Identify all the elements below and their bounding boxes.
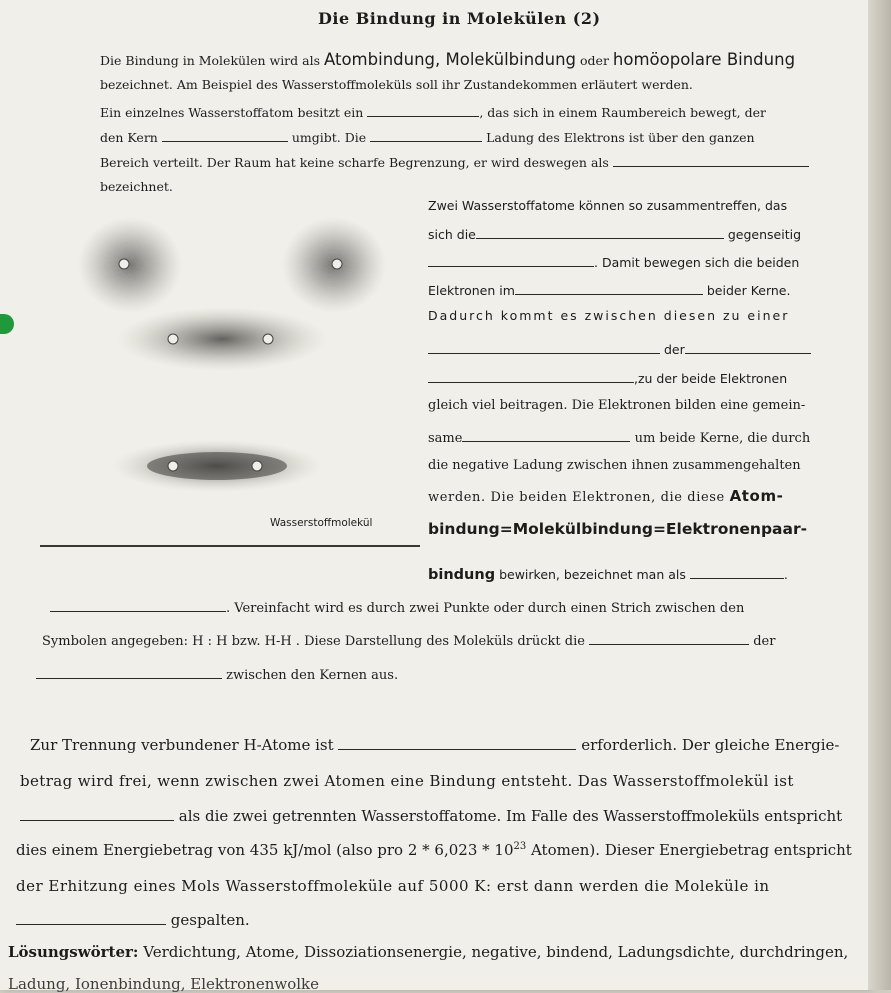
blank-14[interactable] — [589, 630, 749, 645]
page-title: Die Bindung in Molekülen (2) — [318, 9, 601, 28]
right-term: bindung — [428, 567, 496, 583]
para1-line-1 — [100, 102, 766, 120]
page-edge-shadow — [868, 0, 891, 990]
blank-11[interactable] — [462, 427, 630, 442]
blank-3[interactable] — [370, 127, 482, 142]
right-text: . — [783, 567, 788, 582]
para2-text: zwischen den Kernen aus. — [226, 668, 399, 683]
figure-divider — [40, 545, 420, 547]
para1-text: umgibt. Die — [291, 130, 367, 145]
para3-text: erforderlich. Der gleiche Energie- — [581, 736, 840, 754]
para3-text: gespalten. — [170, 911, 250, 929]
para3-line-1 — [30, 735, 840, 754]
intro-line-2: bezeichnet. Am Beispiel des Wasserstoffmoleküls soll ihr Zustandekommen erläutert werden. — [100, 77, 693, 92]
nucleus-icon — [332, 259, 342, 269]
blank-5[interactable] — [476, 224, 724, 239]
hydrogen-molecule-figure — [52, 213, 412, 543]
para3-line-3 — [20, 806, 842, 825]
para3-text: Atomen). Dieser Energiebetrag entspricht — [526, 841, 852, 859]
para1-line-4: bezeichnet. — [100, 179, 173, 194]
blank-1[interactable] — [367, 102, 479, 117]
para2-line-3 — [36, 664, 398, 683]
solution-words: Verdichtung, Atome, Dissoziationsenergie, negative, bindend, Ladungsdichte, durchdringen, — [143, 943, 849, 961]
para2-text: der — [753, 634, 776, 649]
nucleus-icon — [119, 259, 129, 269]
right-line-11 — [428, 487, 784, 505]
blank-9[interactable] — [685, 339, 811, 354]
right-text: same — [428, 431, 463, 446]
exponent: 23 — [513, 841, 527, 852]
para1-text: Ein einzelnes Wasserstoffatom besitzt ein — [100, 105, 364, 120]
para2-text: . Vereinfacht wird es durch zwei Punkte oder durch einen Strich zwischen den — [226, 601, 745, 616]
para1-line-3 — [100, 152, 809, 170]
figure-caption: Wasserstoffmolekül — [270, 517, 373, 529]
para1-line-2 — [100, 127, 755, 145]
blank-16[interactable] — [338, 735, 576, 750]
para1-text: Ladung des Elektrons ist über den ganzen — [486, 130, 755, 145]
nucleus-icon — [263, 334, 273, 344]
para3-line-6 — [16, 910, 250, 929]
blank-15[interactable] — [36, 664, 222, 679]
para1-text: den Kern — [100, 130, 158, 145]
right-text: sich die — [428, 227, 476, 242]
right-line-3 — [428, 252, 799, 270]
right-line-4 — [428, 280, 790, 298]
blank-4[interactable] — [613, 152, 809, 167]
nucleus-icon — [168, 461, 178, 471]
right-line-1: Zwei Wasserstoffatome können so zusammentreffen, das — [428, 198, 788, 213]
right-text: Elektronen im — [428, 283, 515, 298]
blank-8[interactable] — [428, 339, 660, 354]
solution-label: Lösungswörter: — [8, 943, 139, 961]
nucleus-icon — [168, 334, 178, 344]
right-line-7 — [428, 368, 787, 386]
para3-line-4 — [16, 841, 852, 859]
right-text: werden. Die beiden Elektronen, die diese — [428, 490, 725, 505]
para2-line-1 — [50, 597, 744, 616]
nucleus-icon — [252, 461, 262, 471]
right-text: gegenseitig — [727, 227, 802, 242]
para2-line-2 — [42, 630, 775, 649]
blank-10[interactable] — [428, 368, 634, 383]
right-text: um beide Kerne, die durch — [634, 431, 811, 446]
para1-text: Bereich verteilt. Der Raum hat keine scharfe Begrenzung, er wird deswegen als — [100, 155, 609, 170]
blank-17[interactable] — [20, 806, 174, 821]
right-line-10: die negative Ladung zwischen ihnen zusammengehalten — [428, 458, 801, 473]
intro-text-oder: oder — [580, 53, 609, 68]
right-line-13 — [428, 564, 788, 583]
blank-2[interactable] — [162, 127, 288, 142]
right-line-5: Dadurch kommt es zwischen diesen zu einer — [428, 308, 790, 323]
intro-term-homoeopolar: homöopolare Bindung — [612, 50, 796, 69]
para3-text: als die zwei getrennten Wasserstoffatome. Im Falle des Wasserstoffmoleküls entspricht — [178, 807, 843, 825]
right-text: . Damit bewegen sich die beiden — [594, 255, 800, 270]
para3-line-2: betrag wird frei, wenn zwischen zwei Atomen eine Bindung entsteht. Das Wasserstoffmolekül ist — [20, 772, 794, 790]
solution-words-line — [8, 943, 848, 961]
intro-term-atombindung: Atombindung, Molekülbindung — [324, 50, 577, 69]
electron-cloud-approaching — [117, 307, 327, 371]
intro-text-a: Die Bindung in Molekülen wird als — [100, 53, 321, 68]
right-text: bewirken, bezeichnet man als — [499, 567, 686, 582]
right-text: beider Kerne. — [706, 283, 791, 298]
solution-words-cut-line: Ladung, Ionenbindung, Elektronenwolke — [8, 975, 320, 993]
para2-text: Symbolen angegeben: H : H bzw. H-H . Diese Darstellung des Moleküls drückt die — [42, 634, 585, 649]
right-line-6 — [428, 339, 811, 357]
para1-text: , das sich in einem Raumbereich bewegt, der — [479, 105, 766, 120]
right-text: ,zu der beide Elektronen — [634, 371, 788, 386]
right-line-12: bindung=Molekülbindung=Elektronenpaar- — [428, 520, 808, 538]
para3-text: dies einem Energiebetrag von 435 kJ/mol (also pro 2 * 6,023 * 10 — [16, 841, 514, 859]
right-text: der — [663, 342, 685, 357]
right-line-9 — [428, 427, 810, 446]
para3-line-5: der Erhitzung eines Mols Wasserstoffmoleküle auf 5000 K: erst dann werden die Moleküle in — [16, 877, 770, 895]
right-line-2 — [428, 224, 801, 242]
intro-line-1 — [100, 50, 795, 69]
blank-7[interactable] — [515, 280, 703, 295]
right-term: Atom- — [729, 487, 784, 505]
blank-12[interactable] — [690, 564, 784, 579]
blank-13[interactable] — [50, 597, 226, 612]
right-line-8: gleich viel beitragen. Die Elektronen bilden eine gemein- — [428, 398, 806, 413]
blank-18[interactable] — [16, 910, 166, 925]
para3-text: Zur Trennung verbundener H-Atome ist — [30, 736, 334, 754]
blank-6[interactable] — [428, 252, 594, 267]
